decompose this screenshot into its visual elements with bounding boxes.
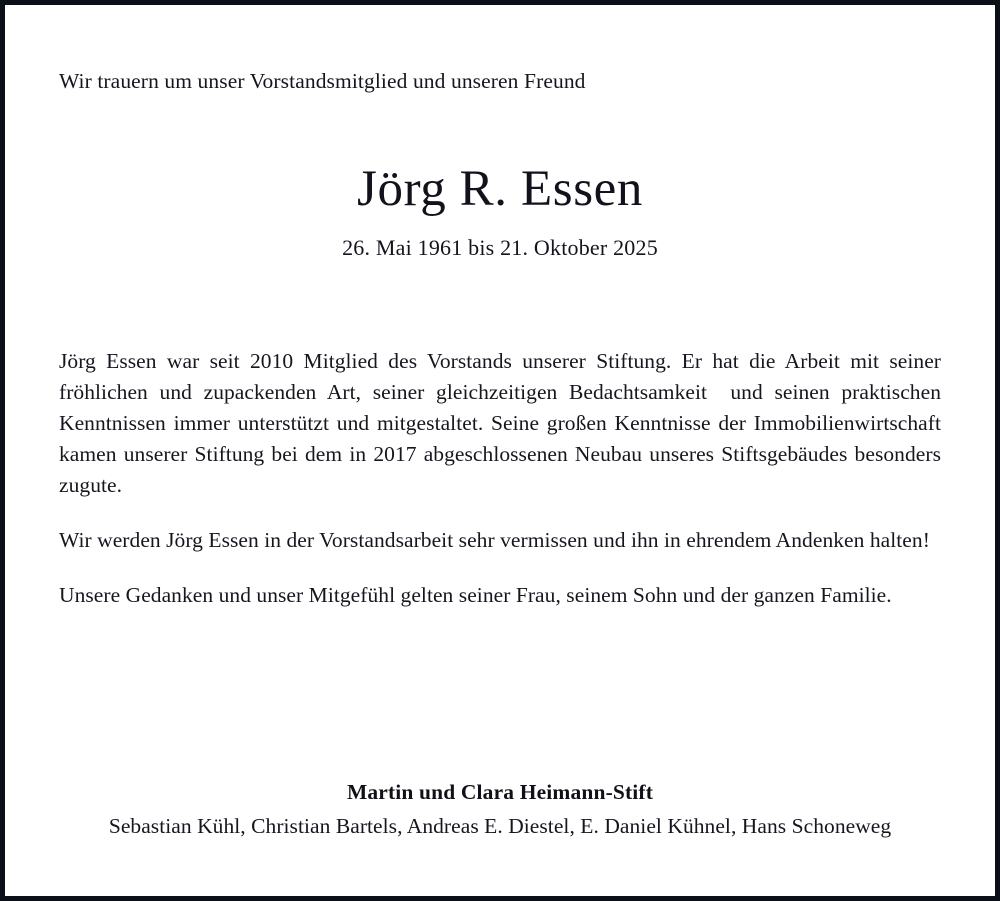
body-paragraph-1: Jörg Essen war seit 2010 Mitglied des Vorstands unserer Stiftung. Er hat die Arbeit mit seiner fröhlichen und zupackenden Art, seiner gleichzeitigen Bedachtsamkeit und seinen praktischen Kenntnissen immer unterstützt und mitgestaltet. Seine großen Kenntnisse der Immobilienwirtschaft kamen unserer Stiftung bei dem in 2017 abgeschlossenen Neubau unseres Stiftsgebäudes besonders zugute. — [59, 349, 947, 497]
body-paragraph-3: Unsere Gedanken und unser Mitgefühl gelten seiner Frau, seinem Sohn und der ganzen Familie. — [59, 583, 892, 607]
body-text — [59, 346, 947, 611]
life-dates: 26. Mai 1961 bis 21. Oktober 2025 — [342, 235, 658, 260]
deceased-name: Jörg R. Essen — [357, 161, 643, 217]
body-paragraph-2: Wir werden Jörg Essen in der Vorstandsarbeit sehr vermissen und ihn in ehrendem Andenken halten! — [59, 528, 930, 552]
organization-name: Martin und Clara Heimann-Stift — [346, 780, 654, 804]
obituary-notice-content — [5, 5, 995, 896]
intro-line: Wir trauern um unser Vorstandsmitglied und unseren Freund — [59, 69, 586, 93]
signatories-line: Sebastian Kühl, Christian Bartels, Andreas E. Diestel, E. Daniel Kühnel, Hans Schoneweg — [108, 814, 892, 838]
signature-block — [59, 778, 941, 840]
deceased-name-block — [59, 159, 941, 262]
